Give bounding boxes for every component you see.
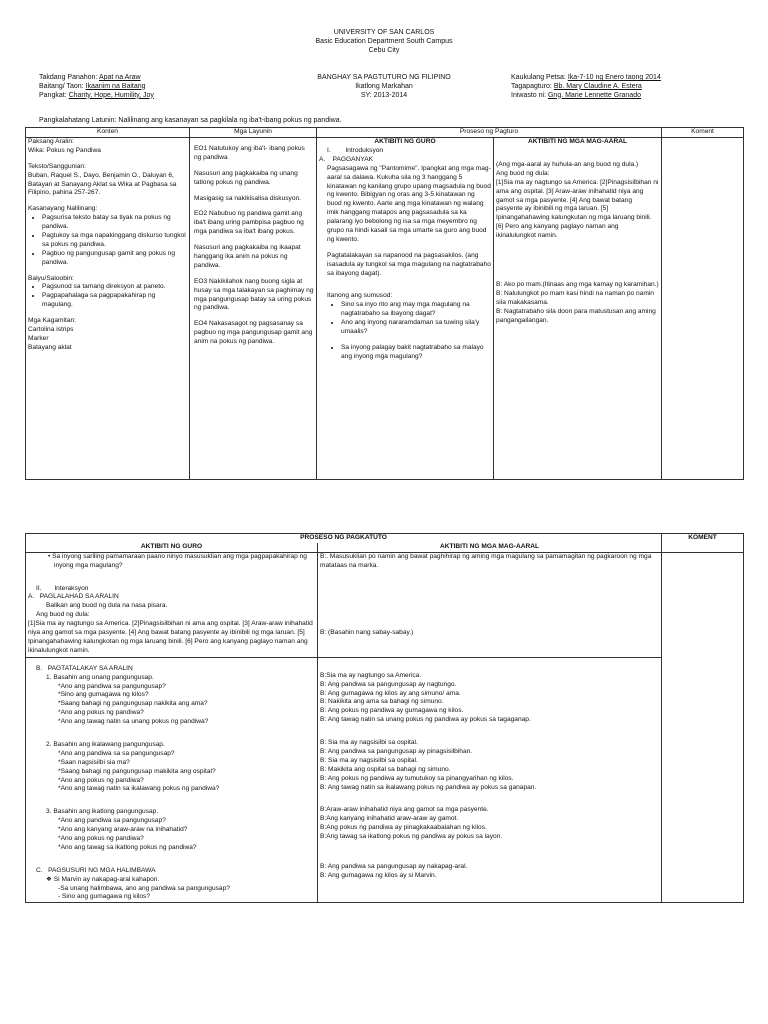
list-item: Batayang aklat [28,343,72,351]
info-label: Takdang Panahon: [39,74,98,81]
itanong-label: Itanong ang sumusod: [327,292,393,300]
question-item: *Sino ang gumagawa ng kilos? [58,691,149,699]
list-item: • Pagtukoy sa mga napakinggang diskurso tungkol sa pokus ng pandiwa. [42,232,187,250]
koment-cell [662,552,744,903]
subheader-magaaral-2: AKTIBITI NG MGA MAG-AARAL [318,543,662,552]
university-name: UNIVERSITY OF SAN CARLOS [333,29,435,36]
info-value: Gng. Marie Lennette Granado [547,91,641,99]
header-koment: Koment [662,128,744,138]
subheader-guro-2: AKTIBITI NG GURO [26,543,318,552]
process-table [25,533,744,903]
question-item: -Sa unang halimbawa, ano ang pandiwa sa pangungusap? [58,884,230,892]
student-response: B: Ang gumagawa ng kilos ay si Marvin. [320,871,437,879]
general-objective: Pangkalahatang Latunin: Nalilinang ang kasanayan sa pagkilala ng iba't-ibang pokus ng pandiwa. [39,117,342,124]
info-value: Ikaanim na Baitang [85,82,146,90]
info-label: Tagapagturo: [511,82,552,90]
info-value: Bb. Mary Claudine A. Estera [553,82,642,90]
magaaral-activity-cell [494,147,662,480]
list-item: • Pagbuo ng pangungusap gamit ang pokus ng pandiwa. [42,250,187,268]
header-konten: Konten [26,128,190,138]
layunin-cell [190,138,317,480]
koment-cell [662,138,744,480]
student-response: B:Ang pokus ng pandiwa ay pinagkakaabalahan ng kilos. [320,824,487,832]
student-response: B: Ang gumagawa ng kilos ay ang simuno/ ama. [320,689,461,697]
plan-title: BANGHAY SA PAGTUTURO NG FILIPINO [317,74,451,81]
pagtatalakay-text: Pagtatalakayan sa napanood na pagsasakilos. (ang isasadula ay tungkol sa mga magulang na nagtatrabaho sa ibayong dagat). [327,251,491,277]
student-response: B: Ang tawag natin sa unang pokus ng pandiwa ay pokus sa tagaganap. [320,716,531,724]
magaaral-activity-cell [318,552,662,657]
quarter: Ikatlong Markahan [355,82,413,90]
student-response: B:. Masusuklian po namin ang bawat paghihirap ng aming mga magulang sa pamamagitan ng pagkaroon ng mga matataas na marka. [320,552,652,569]
info-label: Iniwasto ni: [511,91,547,99]
header-layunin: Mga Layunin [190,128,317,138]
student-response: B: Ako po mam.(Itinaas ang mga kamay ng karamihan.) [496,281,659,289]
student-response: B: Ang tawag natin sa ikalawang pokus ng pandiwa ay pokus sa ganapan. [320,783,537,791]
objective: Nasusuri ang pagkakaiba ng unang tatlong pokus ng pandiwa. [194,169,298,186]
student-response: Ang buod ng dula: [496,169,550,177]
question-item: *Ano ang pokus ng pandiwa? [58,776,144,784]
student-response: B: Nakikita ang ama sa bahagi ng simuno. [320,698,444,706]
student-response: B: Ang pandiwa sa pangungusap ay pinagsisilbihan. [320,748,473,756]
city-name: Cebu City [368,47,400,54]
paksang-label: Paksang Aralin: [28,138,74,145]
instruction: 1. Basahin ang unang pangungusap. [46,673,154,681]
info-right [511,74,661,100]
question-item: *Ano ang tawag natin sa ikalawang pokus ng pandiwa? [58,785,220,793]
student-response: B:Ang tawag sa ikatlong pokus ng pandiwa ay pokus sa layon. [320,833,503,841]
section-heading: I. Introduksyon [327,147,384,154]
student-response: B: Ang pandiwa sa pangungusap ay nagtungo. [320,680,457,688]
question-item: *Ano ang pokus ng pandiwa? [58,709,144,717]
student-response: B: Makikita ang ospital sa bahagi ng simuno. [320,765,451,773]
question-item: *Ano ang pandiwa sa pangungusap? [58,682,166,690]
question-item: *Ano ang pandiwa sa pangungusap? [58,817,166,825]
kagamitan-label: Mga Kagamitan: [28,317,77,325]
section-heading: II. Interaksyon [36,584,89,592]
balyu-label: Balyu/Saloobin: [28,274,74,282]
header-proseso-pagkatuto: PROSESO NG PAGKATUTO [26,534,662,543]
header-proseso: Proseso ng Pagturo [317,128,662,138]
objective: Nasusuri ang pagkakaiba ng ikaapat hanggang ika anim na pokus ng pandiwa. [194,244,301,269]
question-item: • Sino sa inyo rito ang may mga magulang na nagtatrabaho sa ibayong dagat? [341,301,491,319]
list-item: • Pagsurisa teksto batay sa tiyak na pokus ng pandiwa. [42,214,187,232]
header-koment-2: KOMENT [662,534,744,553]
info-label: Kaukulang Petsa: [511,74,566,81]
teksto-value: Buban, Raquel S., Dayo, Benjamin O., Daluyan 6, Batayan at Sanayang Aklat sa Wika at Pagbasa sa Filipino, pahina 257-267. [28,171,177,197]
objective: EO1 Natutukoy ang iba't- ibang pokus ng pandiwa [194,145,305,161]
question-item: • Sa inyong sariling pamamaraan paano ninyo masusuklian ang mga pagpapakahirap ng inyong mga magulang? [48,552,307,569]
teksto-label: Teksto/Sanggunian: [28,162,86,170]
objective: EO3 Nakikilahok nang buong sigla at husay sa mga talakayan sa paghimay ng mga pangungusap batay sa uring pokus ng pandiwa. [194,277,314,312]
guro-discussion-cell [26,657,318,903]
student-response: B: Sia ma ay nagsisilbi sa ospital. [320,756,418,764]
kasanayang-label: Kasanayang Nalilinang: [28,205,98,213]
student-response: B: Ang pokus ng pandiwa ay gumagawa ng kilos. [320,707,464,715]
info-label: Baitang/ Taon: [39,82,84,90]
info-value: Charity, Hope, Humility, Joy [68,91,154,99]
subheader-guro: AKTIBITI NG GURO [317,138,494,148]
question-item: - Sino ang gumagawa ng kilos? [58,893,151,901]
objective: EO4 Nakasasagot ng pagsasanay sa pagbuo ng mga pangungusap gamit ang anim na pokus ng pandiwa. [194,320,313,346]
student-response: [1]Sia ma ay nagtungo sa America. [2]Pinagsisilbihan ni ama ang ospital. [3] Araw-araw inihahatid niya ang gamot sa mga pasyente. [4] Ang bawat batang pasyente ay ibinibili ng mga laruan. [5] Ipinangahahawing kalungkutan ng mga laruang binili. [6] Pero ang kanyang paglayo naman ang ikinalulungkot namin. [496,178,659,240]
list-item: Marker [28,334,49,342]
question-item: *Saan nagsisilbi sia ma? [58,758,130,766]
story-summary: [1]Sia ma ay nagtungo sa America. [2]Pinagsisilbihan ni ama ang ospital. [3] Araw-araw inihahatid niya ang gamot sa mga pasyente. [4] Ang bawat batang pasyente ay ibinibili ng mga laruan. [5] Ipinangahahawing kalungkotan ng mga laruang binili. [6] Pero ang kanyang paglayo naman ang ikinalulungkot namin. [28,620,313,654]
section-heading: C. PAGSUSURI NG MGA HALIMBAWA [36,866,156,874]
example-item: ❖ Si Marvin ay nakapag-aral kahapon. [46,875,160,883]
paksang-value: Wika: Pokus ng Pandiwa [28,146,101,154]
question-item: *Ano ang kanyang araw-araw na inihahatid? [58,826,188,834]
question-item: *Saang bahagi ng pangungusap makikita ang ospital? [58,767,216,775]
section-heading: A. PAGLALAHAD SA ARALIN [28,593,119,601]
info-value: Ika-7-10 ng Enero taong 2014 [567,74,661,81]
objective: EO2 Nabubuo ng pandiwa gamit ang iba't ibang uring pambpisa pagbuo ng mga pandiwa sa iba't ibang pokus. [194,210,304,236]
info-value: Apat na Araw [98,74,141,81]
student-response: B: Ang pandiwa sa pangungusap ay nakapag-aral. [320,863,468,871]
question-item: • Sa inyong palagay bakit nagtatrabaho sa malayo ang inyong mga magulang? [341,344,491,362]
subheader-magaaral: AKTIBITI NG MGA MAG-AARAL [494,138,662,148]
list-item: Cartolina istrips [28,326,74,334]
department-name: Basic Education Department South Campus [315,38,453,45]
question-item: *Ano ang tawag natin sa unang pokus ng pandiwa? [58,718,209,726]
section-heading: A. PAGGANYAK [319,155,373,163]
student-response: B: Nalulungkot po mam kasi hindi na naman po namin sila makakasama. [496,289,654,306]
pagganyak-text: Pagsasagawa ng "Pantomime". Ipangkat ang mga mag-aaral sa dalawa. Kukuha sila ng 3 hanggang 5 kinatawan ng kanilang grupo upang magsadula ng buod ng kwento. Bibigyan ng oras ang 3-5 kinatawan ng buod ng kwento. Aarte ang mga kinatawan ng walang imik hanggang matapos ang pagsasadula sa ka palarang iyo bebolong ng isa sa mga meyembro ng grupo na hindi kasali sa mga umarte sa guro ang buod ng kwento. [327,164,491,243]
instruction: Balikan ang buod ng dula na nasa pisara. [46,602,168,610]
question-item: *Ano ang pandiwa sa sa pangungusap? [58,749,175,757]
guro-activity-cell [26,552,318,657]
lesson-plan-table [25,127,744,480]
student-response: B: Ang pokus ng pandiwa ay tumutukoy sa pinangyarihan ng kilos. [320,774,514,782]
school-year: SY: 2013-2014 [360,91,408,99]
list-item: • Pagpapahalaga sa pagpapakahirap ng magulang. [42,292,187,310]
instruction: 2. Basahin ang ikalawang pangungusap. [46,741,165,749]
student-response: B:Sia ma ay nagtungo sa America. [320,671,422,679]
student-response: B:Ang kanyang inihahatid araw-araw ay gamot. [320,815,459,823]
question-item: *Ano ang tawag sa ikatlong pokus ng pandiwa? [58,843,197,851]
question-item: *Saang bahagi ng pangungusap nakikita ang ama? [58,700,208,708]
student-response: (Ang mga-aaral ay huhula-an ang buod ng dula.) [496,161,639,168]
instruction: 3. Basahin ang ikatlong pangungusap. [46,808,159,816]
info-center [284,74,484,100]
list-item: • Pagsunod sa tamang direksyon at paneto. [42,283,187,292]
student-response: B:Araw-araw inihahatid niya ang gamot sa mga pasyente. [320,806,489,814]
info-left [39,74,154,100]
magaaral-discussion-cell [318,657,662,903]
info-label: Pangkat: [39,91,67,99]
student-response: B: (Basahin nang sabay-sabay.) [320,628,414,636]
guro-activity-cell [317,147,494,480]
student-response: B: Sia ma ay nagsisilbi sa ospital. [320,739,418,747]
konten-cell [26,138,190,480]
objective: Masigasig sa nakikisalisa diskusyon. [194,194,302,202]
question-item: *Ano ang pokus ng pandiwa? [58,835,144,843]
question-item: • Ano ang inyong nararamdaman sa tuwing sila'y umaalis? [341,319,491,337]
instruction: Ang buod ng dula: [36,611,90,619]
section-heading: B. PAGTATALAKAY SA ARALIN [36,664,133,672]
student-response: B: Nagtatrabaho sila doon para matustusan ang aming pangangailangan. [496,307,656,324]
